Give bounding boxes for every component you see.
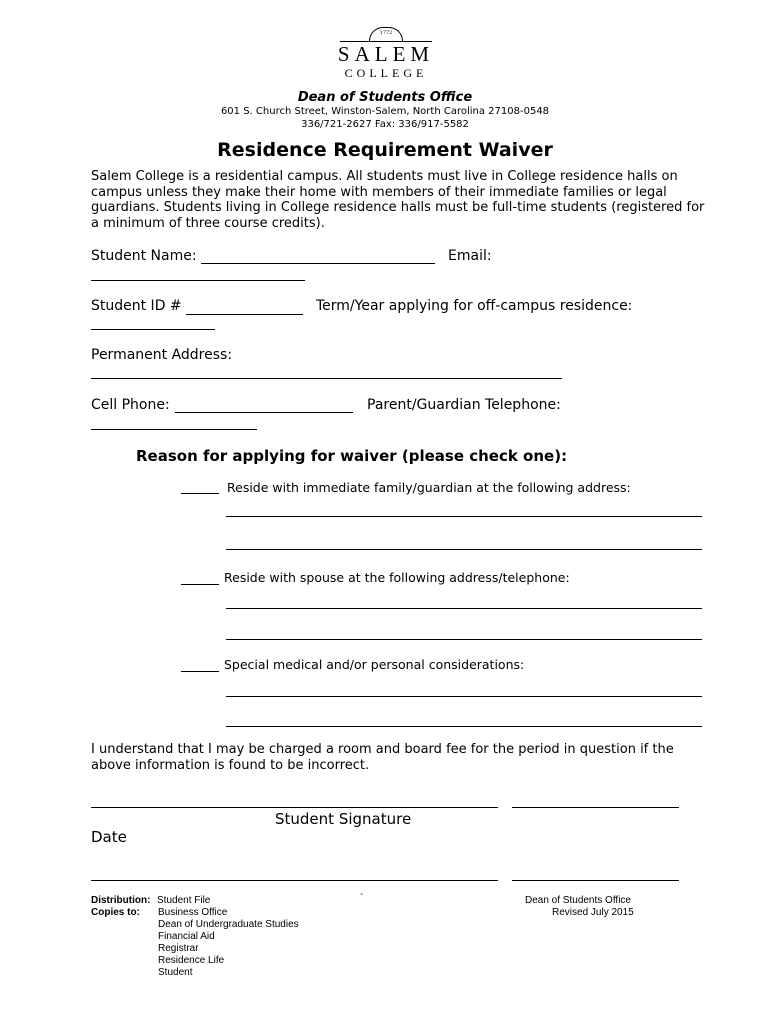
student-signature-label: Student Signature: [275, 810, 412, 828]
student-name-field[interactable]: [201, 263, 435, 264]
student-signature-line[interactable]: [91, 807, 498, 808]
cell-phone-label: Cell Phone:: [91, 397, 170, 413]
option-family-label: Reside with immediate family/guardian at the following address:: [227, 480, 631, 495]
option-spouse-line-2[interactable]: [226, 639, 702, 640]
copies-item: Dean of Undergraduate Studies: [158, 919, 299, 930]
logo-name: SALEM: [337, 42, 435, 66]
distribution-value: Student File: [157, 895, 211, 906]
option-medical-label: Special medical and/or personal considerations:: [224, 657, 525, 672]
intro-paragraph: Salem College is a residential campus. All students must live in College residence halls on campus unless they make their home with members of their immediate families or legal guardians. Students living in College residence halls must be full-time students (registered for a minimum of three course credits).: [91, 169, 705, 231]
salem-college-logo: [335, 27, 437, 85]
option-spouse-line-1[interactable]: [226, 608, 702, 609]
option-family-checkbox[interactable]: [181, 493, 219, 494]
term-year-field[interactable]: [91, 329, 215, 330]
student-name-label: Student Name:: [91, 248, 197, 264]
student-id-label: Student ID #: [91, 298, 182, 314]
extra-date-line[interactable]: [512, 880, 679, 881]
copies-item: Registrar: [158, 943, 199, 954]
date-label: Date: [91, 828, 127, 846]
option-medical-checkbox[interactable]: [181, 671, 219, 672]
copies-item: Business Office: [158, 907, 228, 918]
option-medical-line-1[interactable]: [226, 696, 702, 697]
extra-signature-line[interactable]: [91, 880, 498, 881]
student-id-field[interactable]: [186, 314, 303, 315]
option-medical-line-2[interactable]: [226, 726, 702, 727]
office-address: 601 S. Church Street, Winston-Salem, North Carolina 27108-0548: [220, 106, 550, 117]
permanent-address-field[interactable]: [91, 378, 562, 379]
distribution-label: Distribution:: [91, 895, 151, 906]
parent-phone-field[interactable]: [91, 429, 257, 430]
date-line[interactable]: [512, 807, 679, 808]
copies-item: Financial Aid: [158, 931, 215, 942]
option-spouse-checkbox[interactable]: [181, 584, 219, 585]
reason-heading: Reason for applying for waiver (please check one):: [136, 447, 568, 465]
logo-year: 1772: [379, 30, 393, 36]
option-family-line-1[interactable]: [226, 516, 702, 517]
stray-mark: `: [360, 893, 364, 904]
copies-label: Copies to:: [91, 907, 140, 918]
permanent-address-label: Permanent Address:: [91, 347, 233, 363]
email-field[interactable]: [91, 280, 305, 281]
footer-revised: Revised July 2015: [552, 907, 634, 918]
logo-subtitle: COLLEGE: [344, 66, 428, 80]
page-title: Residence Requirement Waiver: [217, 139, 553, 161]
option-family-line-2[interactable]: [226, 549, 702, 550]
office-name: Dean of Students Office: [297, 90, 473, 105]
copies-item: Student: [158, 967, 193, 978]
acknowledgement-text: I understand that I may be charged a room and board fee for the period in question if the above information is found to be incorrect.: [91, 742, 674, 773]
footer-office: Dean of Students Office: [525, 895, 631, 906]
parent-phone-label: Parent/Guardian Telephone:: [367, 397, 561, 413]
email-label: Email:: [448, 248, 492, 264]
cell-phone-field[interactable]: [175, 412, 353, 413]
copies-item: Residence Life: [158, 955, 225, 966]
term-year-label: Term/Year applying for off-campus residence:: [316, 298, 633, 314]
option-spouse-label: Reside with spouse at the following address/telephone:: [224, 570, 570, 585]
office-phone: 336/721-2627 Fax: 336/917-5582: [301, 119, 469, 130]
